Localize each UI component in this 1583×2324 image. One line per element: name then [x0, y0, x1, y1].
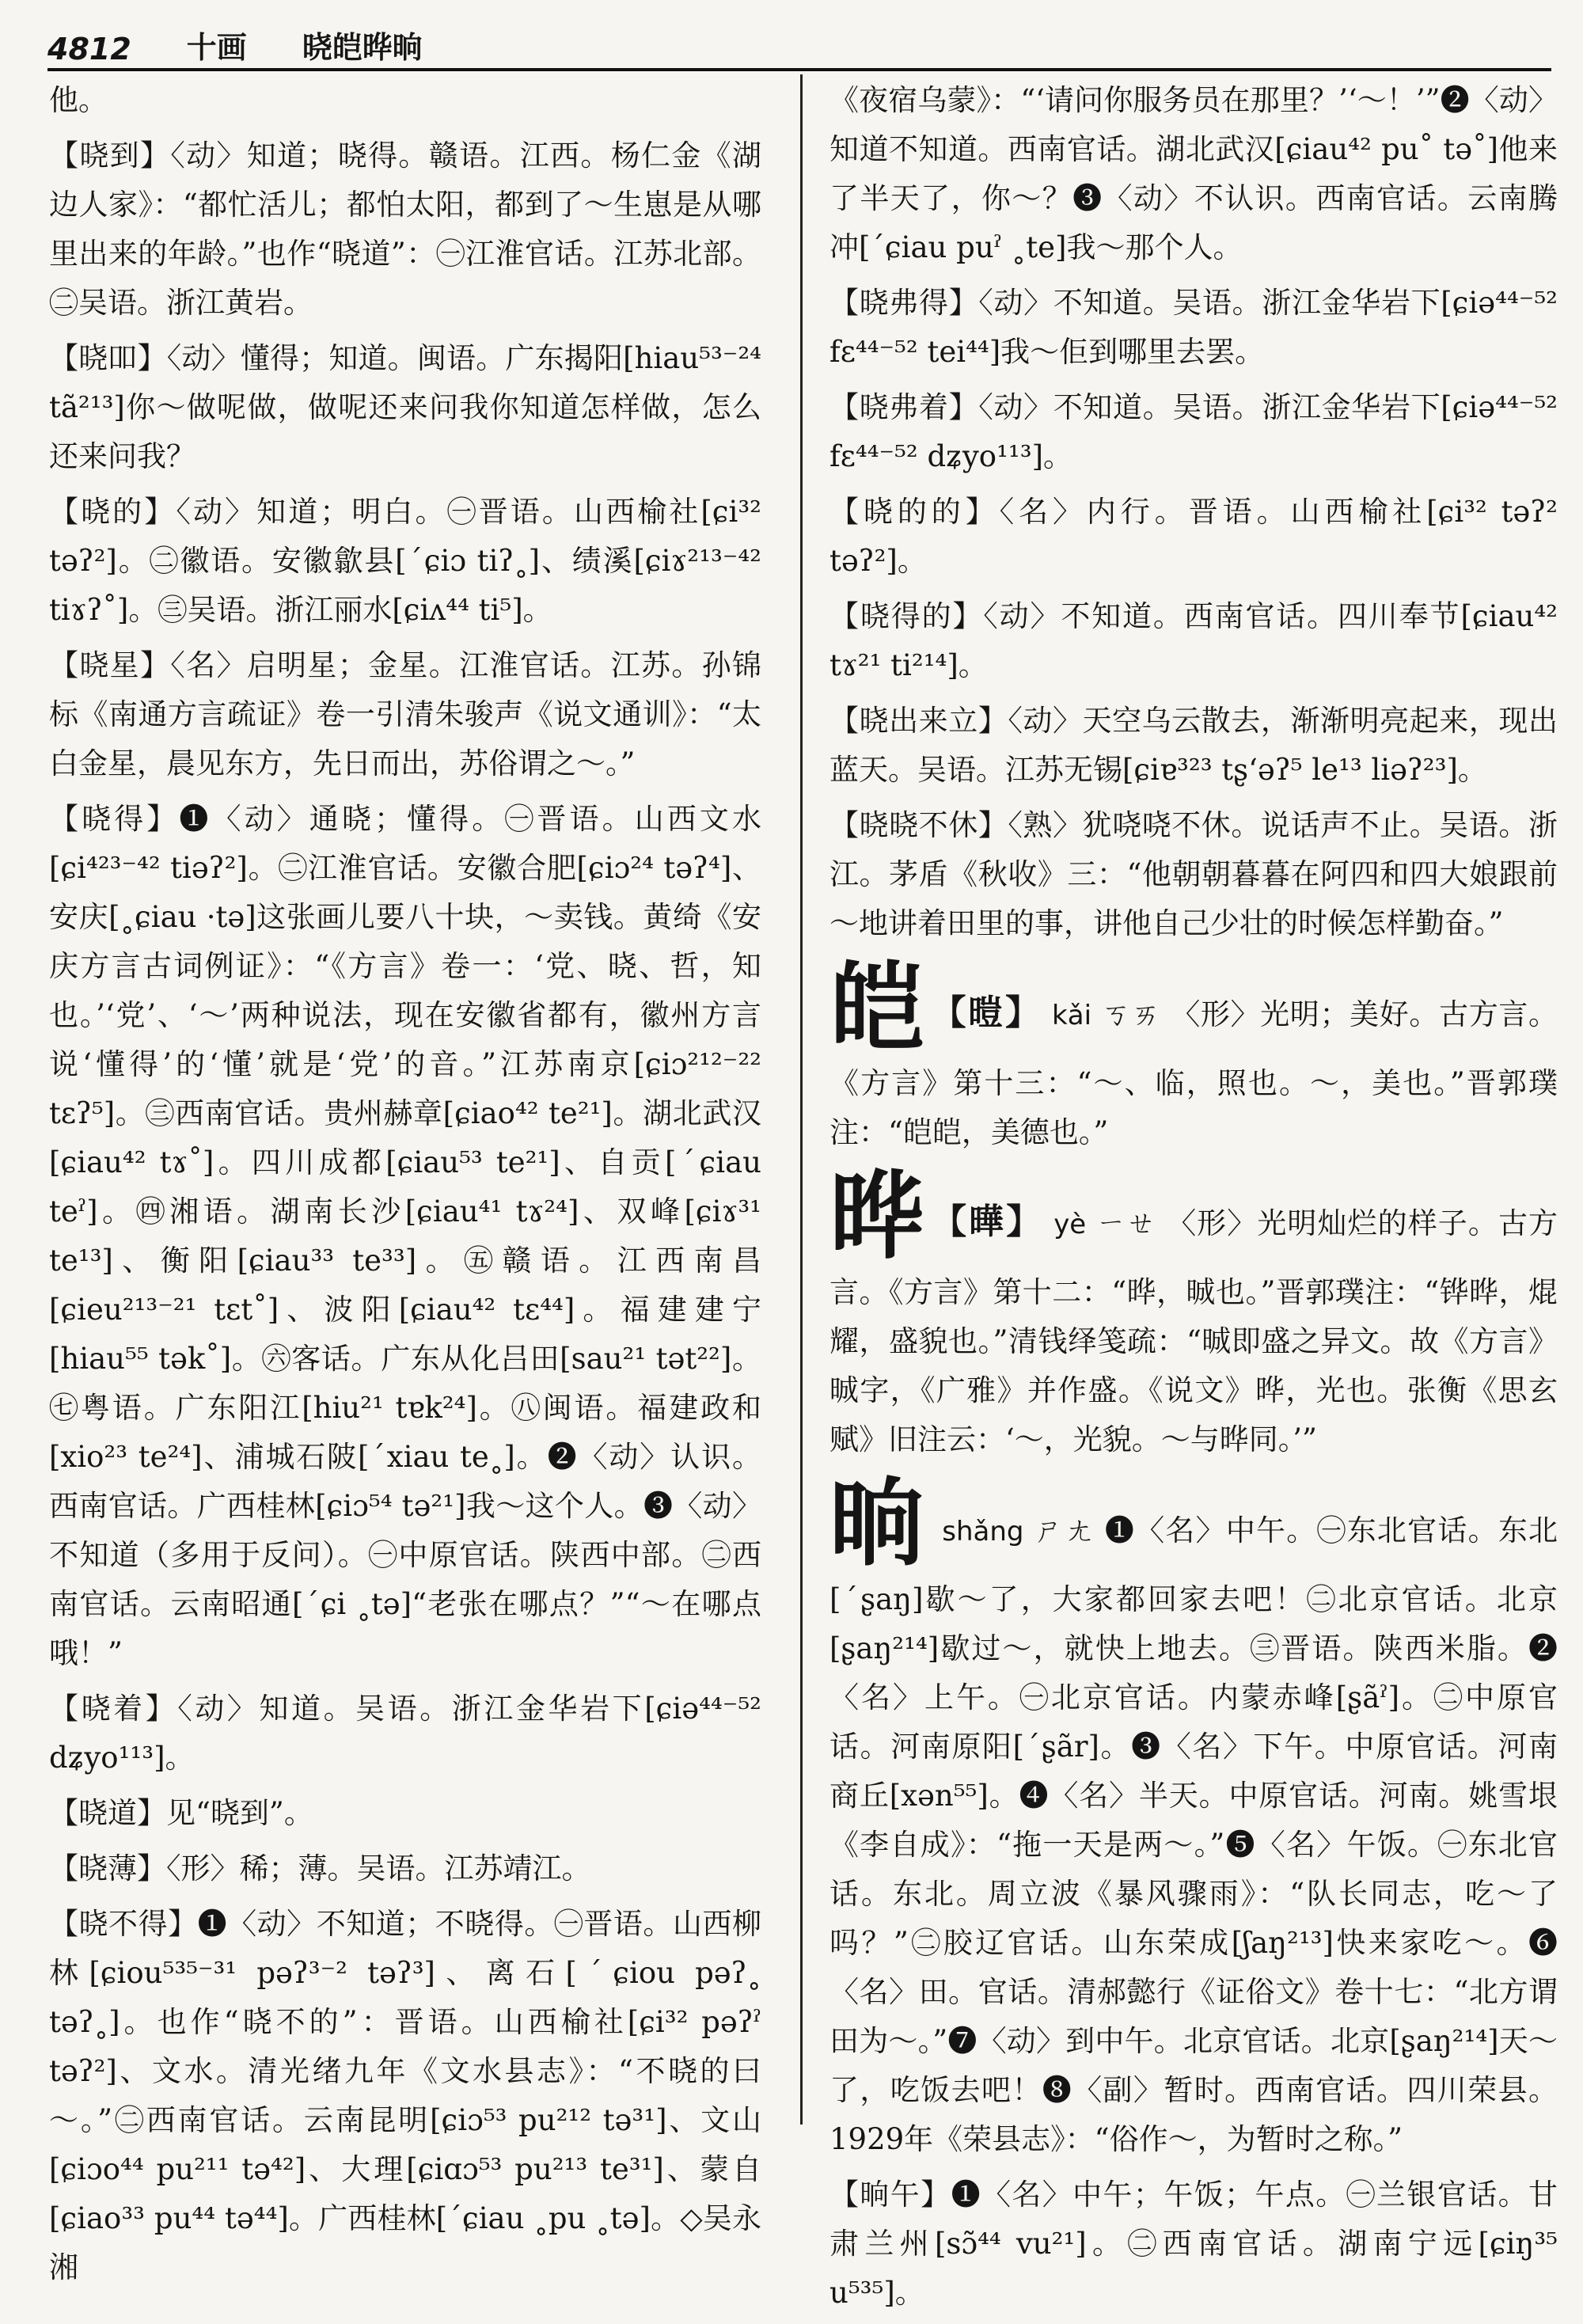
- char-entry-shang: [829, 1468, 1558, 2164]
- entry-xiaodede2: 【晓得的】〈动〉不知道。西南官话。四川奉节[ɕiau⁴² tɤ²¹ ti²¹⁴]。: [829, 599, 1558, 682]
- entry-xiaodede: 【晓的的】〈名〉内行。晋语。山西榆社[ɕi³² təʔ² təʔ²]。: [829, 495, 1558, 578]
- definition: ❶〈名〉中午。㊀东北官话。东北[ˊʂaŋ]歇～了，大家都回家去吧！㊁北京官话。北京[ʂaŋ²¹⁴]歇过～，就快上地去。㊂晋语。陕西米脂。❷〈名〉上午。㊀北京官话。内蒙赤峰[ʂãˀ]。㊁中原官话。河南原阳[ˊʂãr]。❸〈名〉下午。中原官话。河南商丘[xən⁵⁵]。❹〈名〉半天。中原官话。河南。姚雪垠《李自成》：“拖一天是两～。”❺〈名〉午饭。㊀东北官话。东北。周立波《暴风骤雨》：“队长同志，吃～了吗？”㊁胶辽官话。山东荣成[ʃaŋ²¹³]快来家吃～。❻〈名〉田。官话。清郝懿行《证俗文》卷十七：“北方谓田为～。”❼〈动〉到中午。北京官话。北京[ʂaŋ²¹⁴]天～了，吃饭去吧！❽〈副〉暂时。西南官话。四川荣县。1929年《荣县志》：“俗作～，为暂时之称。”: [829, 1513, 1558, 2156]
- entry-xiaodao: 【晓到】〈动〉知道；晓得。赣语。江西。杨仁金《湖边人家》：“都忙活儿；都怕太阳，都到了～生崽是从哪里出来的年龄。”也作“晓道”：㊀江淮官话。江苏北部。㊁吴语。浙江黄岩。: [49, 139, 761, 320]
- right-column: [829, 76, 1558, 2324]
- entry-xiaoka: 【晓吅】〈动〉懂得；知道。闽语。广东揭阳[hiau⁵³⁻²⁴ tã²¹³]你～做呢做，做呢还来问我你知道怎样做，怎么还来问我？: [49, 341, 761, 473]
- stroke-count: 十画: [186, 29, 247, 65]
- head-character: 晔: [829, 1160, 926, 1272]
- entry-xiaochulaili: 【晓出来立】〈动〉天空乌云散去，渐渐明亮起来，现出蓝天。吴语。江苏无锡[ɕiɐ³²³ tʂʻəʔ⁵ le¹³ liəʔ²³]。: [829, 704, 1558, 787]
- char-entry-kai: [829, 951, 1558, 1157]
- pinyin: yè: [1053, 1209, 1087, 1240]
- column-divider: [800, 74, 803, 2125]
- head-character: 皑: [829, 951, 925, 1063]
- left-column: [49, 76, 761, 2299]
- zhuyin: ㄧㄝ: [1096, 1206, 1157, 1240]
- entry-xiaofude: 【晓弗得】〈动〉不知道。吴语。浙江金华岩下[ɕiə⁴⁴⁻⁵² fɛ⁴⁴⁻⁵² tei⁴⁴]我～佢到哪里去罢。: [829, 286, 1558, 369]
- entry-xiaofuzhe: 【晓弗着】〈动〉不知道。吴语。浙江金华岩下[ɕiə⁴⁴⁻⁵² fɛ⁴⁴⁻⁵² dʑyo¹¹³]。: [829, 390, 1558, 473]
- char-entry-ye: [829, 1160, 1558, 1464]
- pinyin: shǎng: [942, 1516, 1024, 1547]
- entry-continuation-right: 《夜宿乌蒙》：“‘请问你服务员在那里？’‘～！’”❷〈动〉知道不知道。西南官话。湖北武汉[ɕiau⁴² pu˚ tə˚]他来了半天了，你～？❸〈动〉不认识。西南官话。云南腾冲[ˊɕiau puˀ ˳te]我～那个人。: [829, 83, 1558, 264]
- zhuyin: ㄎㄞ: [1101, 997, 1161, 1031]
- entry-xiaozhe: 【晓着】〈动〉知道。吴语。浙江金华岩下[ɕiə⁴⁴⁻⁵² dʑyo¹¹³]。: [49, 1692, 761, 1775]
- definition: 〈形〉光明；美好。古方言。《方言》第十三：“～、临，照也。～，美也。”晋郭璞注：“皑皑，美德也。”: [829, 997, 1558, 1149]
- entry-xiaobude: 【晓不得】❶〈动〉不知道；不晓得。㊀晋语。山西柳林[ɕiou⁵³⁵⁻³¹ pəʔ³⁻² təʔ³]、离石[ˊɕiou pəʔ˳ təʔ˳]。也作“晓不的”：晋语。山西榆社[ɕi³² pəʔˀ təʔ²]、文水。清光绪九年《文水县志》：“不晓的曰～。”㊁西南官话。云南昆明[ɕiɔ⁵³ pu²¹² tə³¹]、文山[ɕiɔo⁴⁴ pu²¹¹ tə⁴²]、大理[ɕiɑɔ⁵³ pu²¹³ te³¹]、蒙自[ɕiao³³ pu⁴⁴ tə⁴⁴]。广西桂林[ˊɕiau ˳pu ˳tə]。◇吴永湘: [49, 1907, 761, 2284]
- pinyin: kǎi: [1052, 1000, 1092, 1031]
- header-rule: [47, 68, 1551, 71]
- variant-form: 【曄】: [932, 1202, 1044, 1242]
- entry-continuation: 他。: [49, 83, 108, 117]
- page-number: 4812: [47, 32, 131, 66]
- definition: 〈形〉光明灿烂的样子。古方言。《方言》第十二：“晔，晠也。”晋郭璞注：“铧晔，焜耀，盛貌也。”清钱绎笺疏：“晠即盛之异文。故《方言》晠字，《广雅》并作盛。《说文》晔，光也。张衡《思玄赋》旧注云：‘～，光貌。～与晔同。’”: [829, 1206, 1558, 1456]
- entry-xiaoxiaobuxiu: 【晓晓不休】〈熟〉犹哓哓不休。说话声不止。吴语。浙江。茅盾《秋收》三：“他朝朝暮暮在阿四和四大娘跟前～地讲着田里的事，讲他自己少壮的时候怎样勤奋。”: [829, 808, 1558, 940]
- page-header: [47, 11, 1536, 73]
- entry-xiaoxing: 【晓星】〈名〉启明星；金星。江淮官话。江苏。孙锦标《南通方言疏证》卷一引清朱骏声《说文通训》：“太白金星，晨见东方，先日而出，苏俗谓之～。”: [49, 648, 761, 780]
- entry-xiaode: 【晓的】〈动〉知道；明白。㊀晋语。山西榆社[ɕi³² təʔ²]。㊁徽语。安徽歙县[ˊɕiɔ tiʔ˳]、绩溪[ɕiɤ²¹³⁻⁴² tiɤʔ˚]。㊂吴语。浙江丽水[ɕiʌ⁴⁴ ti⁵]。: [49, 495, 761, 627]
- entry-xiaode-dong: 【晓得】❶〈动〉通晓；懂得。㊀晋语。山西文水[ɕi⁴²³⁻⁴² tiəʔ²]。㊁江淮官话。安徽合肥[ɕiɔ²⁴ təʔ⁴]、安庆[˳ɕiau ·tə]这张画儿要八十块，～卖钱。黄绮《安庆方言古词例证》：“《方言》卷一：‘党、晓、哲，知也。’‘党’、‘～’两种说法，现在安徽省都有，徽州方言说‘懂得’的‘懂’就是‘党’的音。”江苏南京[ɕiɔ²¹²⁻²² tɛʔ⁵]。㊂西南官话。贵州赫章[ɕiao⁴² te²¹]。湖北武汉[ɕiau⁴² tɤ˚]。四川成都[ɕiau⁵³ te²¹]、自贡[ˊɕiau teˀ]。㊃湘语。湖南长沙[ɕiau⁴¹ tɤ²⁴]、双峰[ɕiɤ³¹ te¹³]、衡阳[ɕiau³³ te³³]。㊄赣语。江西南昌[ɕieu²¹³⁻²¹ tɛt˚]、波阳[ɕiau⁴² tɛ⁴⁴]。福建建宁[hiau⁵⁵ tək˚]。㊅客话。广东从化吕田[sau²¹ tət²²]。㊆粤语。广东阳江[hiu²¹ tɐk²⁴]。㊇闽语。福建政和[xio²³ te²⁴]、浦城石陂[ˊxiau te˳]。❷〈动〉认识。西南官话。广西桂林[ɕiɔ⁵⁴ tə²¹]我～这个人。❸〈动〉不知道（多用于反问）。㊀中原官话。陕西中部。㊁西南官话。云南昭通[ˊɕi ˳tə]“老张在哪点？”“～在哪点哦！”: [49, 802, 761, 1670]
- running-head-characters: 晓皑晔晌: [302, 29, 423, 65]
- entry-xiaobo: 【晓薄】〈形〉稀；薄。吴语。江苏靖江。: [49, 1851, 591, 1885]
- entry-shangwu: 【晌午】❶〈名〉中午；午饭；午点。㊀兰银官话。甘肃兰州[sɔ̃⁴⁴ vu²¹]。㊁西南官话。湖南宁远[ɕiŋ³⁵ u⁵³⁵]。: [829, 2178, 1558, 2310]
- zhuyin: ㄕㄤ: [1034, 1513, 1095, 1547]
- entry-xiaodao-see: 【晓道】见“晓到”。: [49, 1796, 313, 1830]
- head-character: 晌: [829, 1468, 926, 1579]
- variant-form: 【暟】: [931, 993, 1042, 1033]
